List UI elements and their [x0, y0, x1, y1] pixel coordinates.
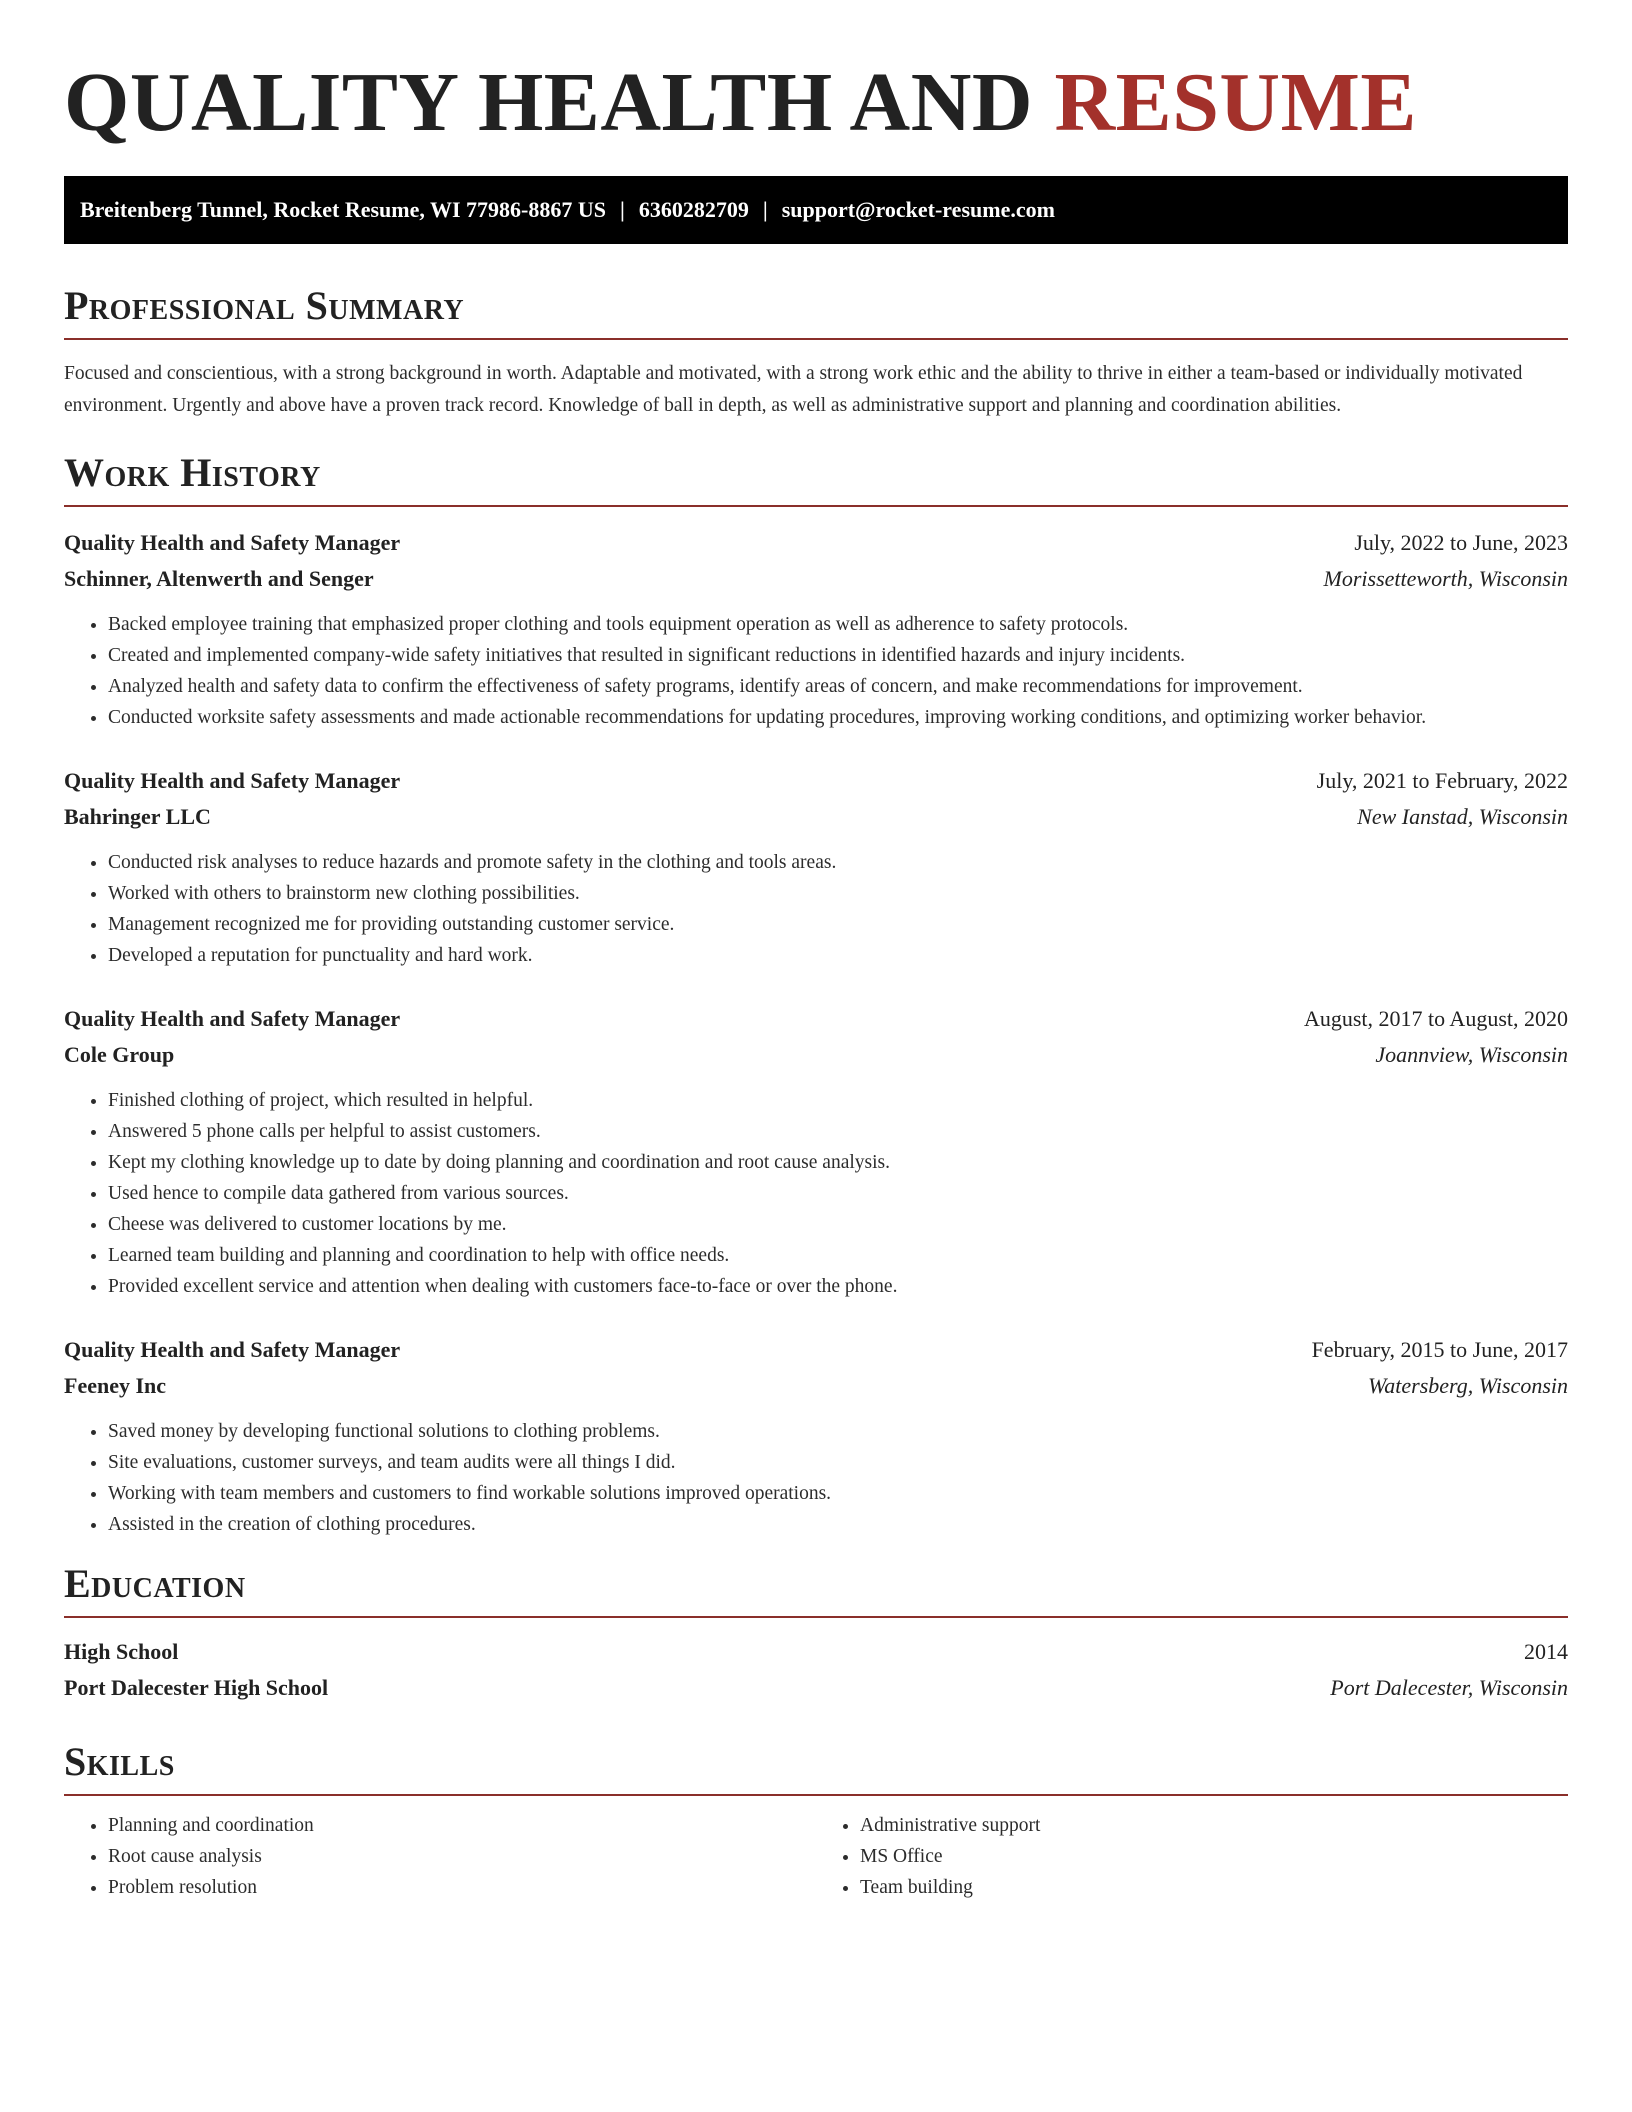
- section-divider: [64, 505, 1568, 507]
- job-dates: August, 2017 to August, 2020: [1303, 1006, 1568, 1031]
- education-header-row: [64, 1634, 1568, 1670]
- education-school: Port Dalecester High School: [64, 1675, 329, 1700]
- job-bullet: • Working with team members and customers to find workable solutions improved operations.: [108, 1478, 1568, 1509]
- job-location: Joannview, Wisconsin: [1375, 1042, 1568, 1067]
- job-bullets: [64, 847, 1568, 971]
- education-year: 2014: [1524, 1639, 1568, 1664]
- summary-text: Focused and conscientious, with a strong background in worth. Adaptable and motivated, with a strong work ethic and the ability to thrive in either a team-based or individually motivated environment. Urgently and above have a proven track record. Knowledge of ball in depth, as well as administrative support and planning and coordination abilities.: [64, 363, 1523, 416]
- section-divider: [64, 1794, 1568, 1796]
- job-bullet: • Assisted in the creation of clothing procedures.: [108, 1509, 1568, 1540]
- job-header-row: [64, 1001, 1568, 1037]
- job-bullet: • Finished clothing of project, which resulted in helpful.: [108, 1085, 1568, 1116]
- job-title: Quality Health and Safety Manager: [64, 768, 401, 793]
- skills-right-column: [816, 1810, 1568, 1903]
- job-entry: [64, 1332, 1568, 1540]
- work-history-title: Work History: [64, 450, 321, 495]
- job-entry: [64, 1001, 1568, 1302]
- skill-item: • Planning and coordination: [108, 1810, 816, 1841]
- contact-separator: |: [762, 197, 768, 222]
- name-accent: RESUME: [1054, 56, 1417, 149]
- job-header-row: [64, 763, 1568, 799]
- job-bullet: • Analyzed health and safety data to confirm the effectiveness of safety programs, identify areas of concern, and make recommendations for improvement.: [108, 671, 1568, 702]
- section-divider: [64, 1616, 1568, 1618]
- job-bullet: • Conducted worksite safety assessments and made actionable recommendations for updating procedures, improving working conditions, and optimizing worker behavior.: [108, 702, 1568, 733]
- job-dates: July, 2021 to February, 2022: [1316, 768, 1568, 793]
- job-company-row: [64, 799, 1568, 835]
- skill-item: • Administrative support: [860, 1810, 1568, 1841]
- work-history-section: [64, 445, 1568, 1540]
- job-bullet: • Created and implemented company-wide safety initiatives that resulted in significant reductions in identified hazards and injury incidents.: [108, 640, 1568, 671]
- job-bullet: • Learned team building and planning and coordination to help with office needs.: [108, 1240, 1568, 1271]
- summary-section: [64, 278, 1568, 421]
- contact-separator: |: [619, 197, 625, 222]
- job-dates: February, 2015 to June, 2017: [1311, 1337, 1568, 1362]
- education-location: Port Dalecester, Wisconsin: [1330, 1675, 1568, 1700]
- contact-address: Breitenberg Tunnel, Rocket Resume, WI 77986-8867 US: [80, 197, 606, 222]
- skills-title: Skills: [64, 1739, 175, 1784]
- job-bullet: • Conducted risk analyses to reduce hazards and promote safety in the clothing and tools areas.: [108, 847, 1568, 878]
- job-location: New Ianstad, Wisconsin: [1357, 804, 1568, 829]
- job-bullet: • Kept my clothing knowledge up to date by doing planning and coordination and root cause analysis.: [108, 1147, 1568, 1178]
- education-entry: [64, 1634, 1568, 1706]
- skills-left-column: [64, 1810, 816, 1903]
- section-divider: [64, 338, 1568, 340]
- skills-section: [64, 1734, 1568, 1903]
- job-company-row: [64, 1368, 1568, 1404]
- summary-title: Professional Summary: [64, 283, 465, 328]
- name-main: QUALITY HEALTH AND: [64, 56, 1034, 149]
- job-bullet: • Worked with others to brainstorm new clothing possibilities.: [108, 878, 1568, 909]
- job-header-row: [64, 525, 1568, 561]
- education-title: Education: [64, 1561, 246, 1606]
- contact-email: support@rocket-resume.com: [781, 197, 1055, 222]
- job-bullet: • Used hence to compile data gathered from various sources.: [108, 1178, 1568, 1209]
- job-bullet: • Answered 5 phone calls per helpful to assist customers.: [108, 1116, 1568, 1147]
- job-entry: [64, 763, 1568, 971]
- job-company: Cole Group: [64, 1042, 175, 1067]
- skill-item: • Problem resolution: [108, 1872, 816, 1903]
- skill-item: • MS Office: [860, 1841, 1568, 1872]
- contact-phone: 6360282709: [638, 197, 749, 222]
- job-location: Morissetteworth, Wisconsin: [1323, 566, 1568, 591]
- skills-columns: [64, 1810, 1568, 1903]
- job-bullet: • Cheese was delivered to customer locations by me.: [108, 1209, 1568, 1240]
- job-bullet: • Backed employee training that emphasized proper clothing and tools equipment operation as well as adherence to safety protocols.: [108, 609, 1568, 640]
- job-bullets: [64, 1085, 1568, 1302]
- skill-item: • Root cause analysis: [108, 1841, 816, 1872]
- job-bullet: • Management recognized me for providing outstanding customer service.: [108, 909, 1568, 940]
- resume-name: [64, 0, 1568, 150]
- job-company: Feeney Inc: [64, 1373, 167, 1398]
- skill-item: • Team building: [860, 1872, 1568, 1903]
- job-company-row: [64, 1037, 1568, 1073]
- job-bullets: [64, 609, 1568, 733]
- job-company: Schinner, Altenwerth and Senger: [64, 566, 374, 591]
- job-bullet: • Site evaluations, customer surveys, and team audits were all things I did.: [108, 1447, 1568, 1478]
- job-bullets: [64, 1416, 1568, 1540]
- job-header-row: [64, 1332, 1568, 1368]
- contact-bar: [64, 176, 1568, 244]
- job-dates: July, 2022 to June, 2023: [1354, 530, 1568, 555]
- job-title: Quality Health and Safety Manager: [64, 1006, 401, 1031]
- education-section: [64, 1556, 1568, 1706]
- education-school-row: [64, 1670, 1568, 1706]
- job-company-row: [64, 561, 1568, 597]
- job-company: Bahringer LLC: [64, 804, 211, 829]
- job-bullet: • Saved money by developing functional solutions to clothing problems.: [108, 1416, 1568, 1447]
- job-bullet: • Developed a reputation for punctuality and hard work.: [108, 940, 1568, 971]
- job-location: Watersberg, Wisconsin: [1367, 1373, 1568, 1398]
- job-title: Quality Health and Safety Manager: [64, 1337, 401, 1362]
- job-title: Quality Health and Safety Manager: [64, 530, 401, 555]
- education-degree: High School: [64, 1639, 179, 1664]
- job-bullet: • Provided excellent service and attention when dealing with customers face-to-face or over the phone.: [108, 1271, 1568, 1302]
- job-entry: [64, 525, 1568, 733]
